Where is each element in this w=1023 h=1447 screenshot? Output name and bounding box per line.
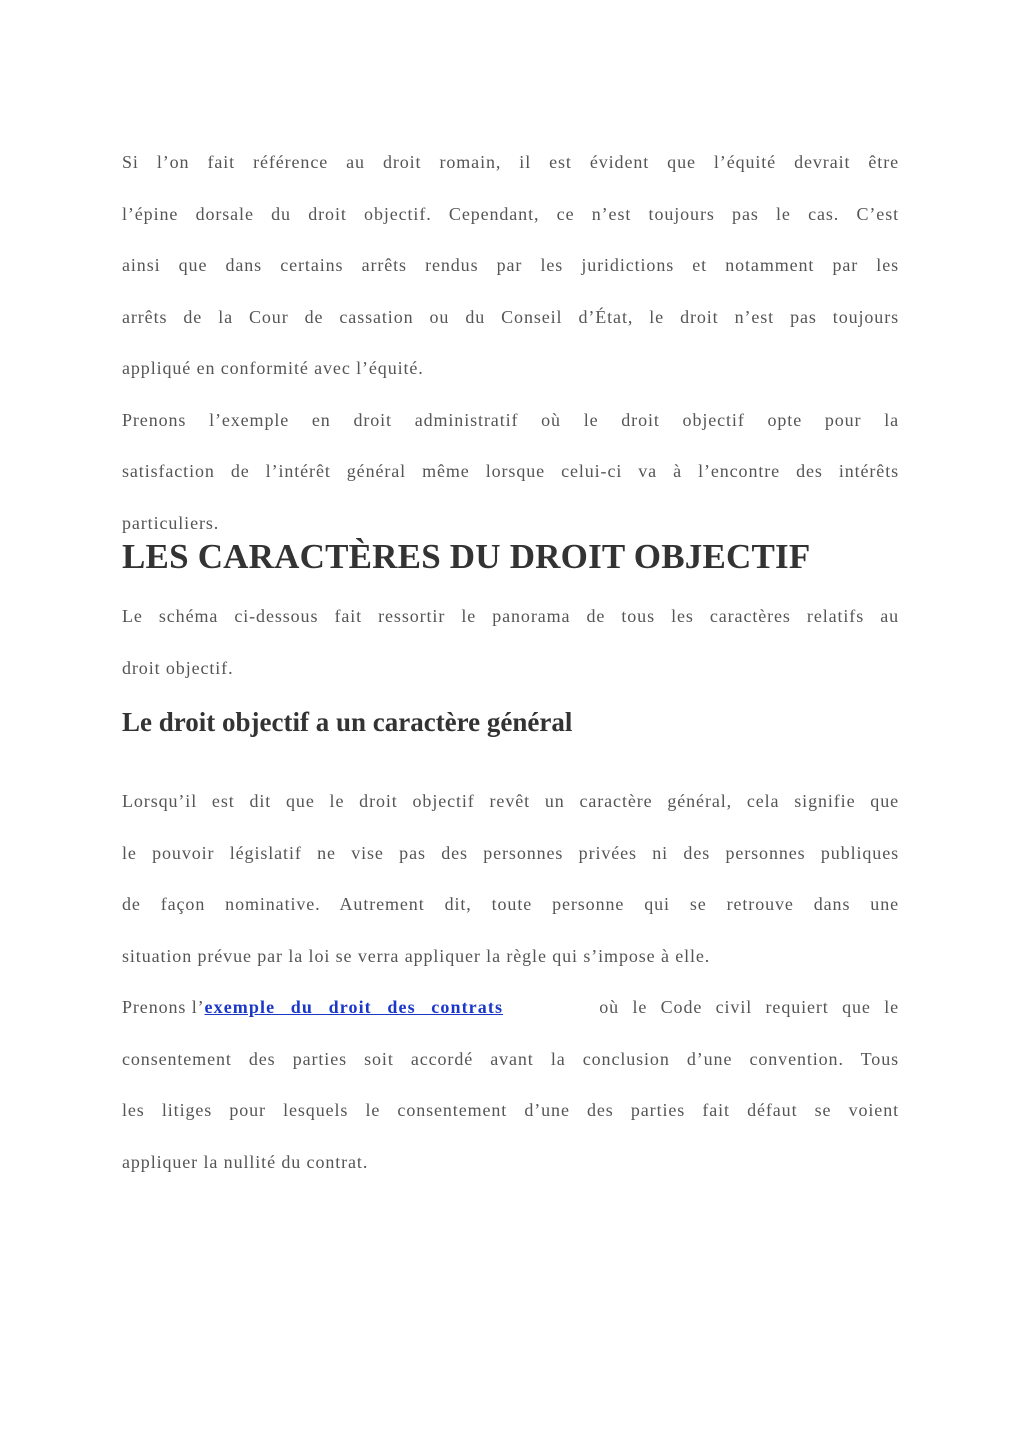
paragraph-line: l’épine dorsale du droit objectif. Cependant, ce n’est toujours pas le cas. C’est xyxy=(122,204,899,224)
paragraph-line: de façon nominative. Autrement dit, toute personne qui se retrouve dans une xyxy=(122,894,899,914)
paragraph-line: Si l’on fait référence au droit romain, il est évident que l’équité devrait être xyxy=(122,152,899,172)
paragraph-line: droit objectif. xyxy=(122,658,234,678)
line-suffix: où le Code civil requiert que le xyxy=(585,997,899,1017)
contract-law-example-link[interactable]: exemple du droit des contrats xyxy=(204,997,504,1017)
paragraph-line: situation prévue par la loi se verra appliquer la règle qui s’impose à elle. xyxy=(122,946,711,966)
line-prefix: Prenons l’ xyxy=(122,997,205,1017)
paragraph-line: le pouvoir législatif ne vise pas des personnes privées ni des personnes publiques xyxy=(122,843,899,863)
subsection-heading: Le droit objectif a un caractère général xyxy=(122,707,573,737)
paragraph-line: les litiges pour lesquels le consentement d’une des parties fait défaut se voient xyxy=(122,1100,899,1120)
paragraph-line: satisfaction de l’intérêt général même lorsque celui-ci va à l’encontre des intérêts xyxy=(122,461,899,481)
paragraph-line: particuliers. xyxy=(122,513,220,533)
paragraph-line: ainsi que dans certains arrêts rendus par les juridictions et notamment par les xyxy=(122,255,899,275)
paragraph-line: Lorsqu’il est dit que le droit objectif revêt un caractère général, cela signifie que xyxy=(122,791,899,811)
paragraph-line-with-link xyxy=(122,996,899,1018)
paragraph-line: appliqué en conformité avec l’équité. xyxy=(122,358,424,378)
paragraph-line: appliquer la nullité du contrat. xyxy=(122,1152,369,1172)
paragraph-line: arrêts de la Cour de cassation ou du Conseil d’État, le droit n’est pas toujours xyxy=(122,307,899,327)
paragraph-line: Le schéma ci-dessous fait ressortir le panorama de tous les caractères relatifs au xyxy=(122,606,899,626)
section-heading: LES CARACTÈRES DU DROIT OBJECTIF xyxy=(122,537,811,576)
paragraph-line: Prenons l’exemple en droit administratif où le droit objectif opte pour la xyxy=(122,410,899,430)
paragraph-line: consentement des parties soit accordé avant la conclusion d’une convention. Tous xyxy=(122,1049,899,1069)
